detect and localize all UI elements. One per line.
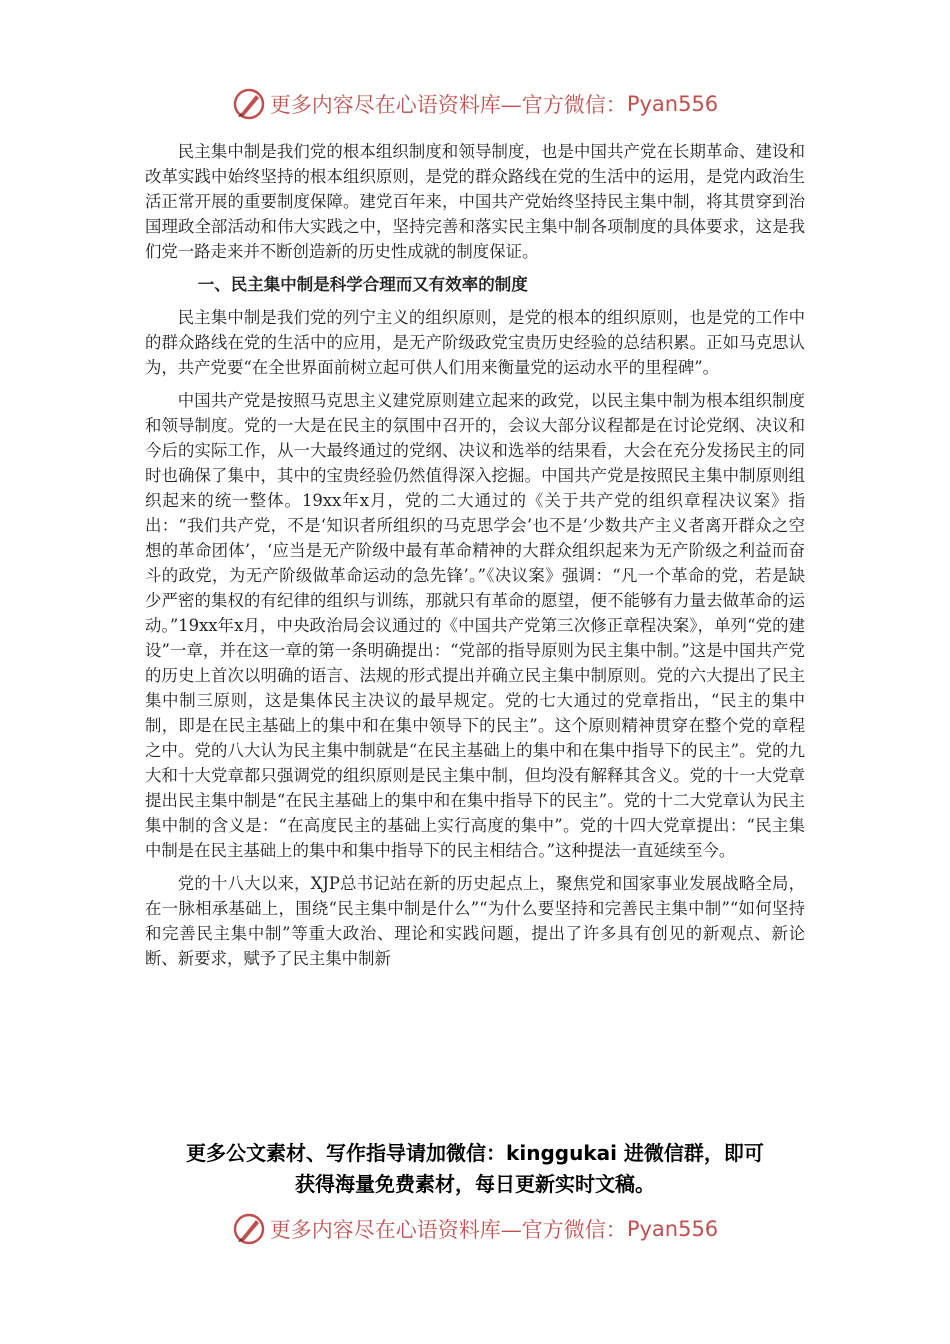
footer-watermark-banner: [0, 1209, 950, 1249]
banner-wechat-id: Pyan556: [626, 92, 719, 116]
banner-text: 更多内容尽在心语资料库—官方微信：: [269, 1218, 627, 1242]
document-body: [145, 139, 805, 979]
banner-text: 更多内容尽在心语资料库—官方微信：: [269, 93, 627, 117]
paragraph-4: 党的十八大以来，XJP总书记站在新的历史起点上，聚焦党和国家事业发展战略全局，在一脉相承基础上，围绕“民主集中制是什么”“为什么要坚持和完善民主集中制”“如何坚持和完善民主集中制”等重大政治、理论和实践问题，提出了许多具有创见的新观点、新论断、新要求，赋予了民主集中制新: [145, 874, 805, 968]
banner-wechat-id: Pyan556: [626, 1217, 719, 1241]
pen-logo-icon: [232, 1212, 266, 1246]
promo-line-2: 获得海量免费素材，每日更新实时文稿。: [295, 1172, 655, 1196]
paragraph-3: 中国共产党是按照马克思主义建党原则建立起来的政党，以民主集中制为根本组织制度和领导制度。党的一大是在民主的氛围中召开的，会议大部分议程都是在讨论党纲、决议和今后的实际工作，从一大最终通过的党纲、决议和选举的结果看，大会在充分发扬民主的同时也确保了集中，其中的宝贵经验仍然值得深入挖掘。中国共产党是按照民主集中制原则组织起来的统一整体。19xx年x月，党的二大通过的《关于共产党的组织章程决议案》指出：“我们共产党，不是‘知识者所组织的马克思学会’也不是‘少数共产主义者离开群众之空想的革命团体’，‘应当是无产阶级中最有革命精神的大群众组织起来为无产阶级之利益而奋斗的政党，为无产阶级做革命运动的急先锋’。”《决议案》强调：“凡一个革命的党，若是缺少严密的集权的有纪律的组织与训练，那就只有革命的愿望，便不能够有力量去做革命的运动。”19xx年x月，中央政治局会议通过的《中国共产党第三次修正章程决案》，单列“党的建设”一章，并在这一章的第一条明确提出：“党部的指导原则为民主集中制。”这是中国共产党的历史上首次以明确的语言、法规的形式提出并确立民主集中制原则。党的六大提出了民主集中制三原则，这是集体民主决议的最早规定。党的七大通过的党章指出，“民主的集中制，即是在民主基础上的集中和在集中领导下的民主”。这个原则精神贯穿在整个党的章程之中。党的八大认为民主集中制就是“在民主基础上的集中和在集中指导下的民主”。党的九大和十大党章都只强调党的组织原则是民主集中制，但均没有解释其含义。党的十一大党章提出民主集中制是“在民主基础上的集中和在集中指导下的民主”。党的十二大党章认为民主集中制的含义是：“在高度民主的基础上实行高度的集中”。党的十四大党章提出：“民主集中制是在民主基础上的集中和集中指导下的民主相结合。”这种提法一直延续至今。: [145, 391, 805, 860]
section-heading-1: 一、民主集中制是科学合理而又有效率的制度: [197, 275, 528, 294]
promo-notice: [110, 1138, 840, 1200]
promo-line-1: 更多公文素材、写作指导请加微信：kinggukai 进微信群，即可: [186, 1141, 764, 1165]
paragraph-2: 民主集中制是我们党的列宁主义的组织原则，是党的根本的组织原则，也是党的工作中的群众路线在党的生活中的应用，是无产阶级政党宝贵历史经验的总结积累。正如马克思认为，共产党要“在全世界面前树立起可供人们用来衡量党的运动水平的里程碑”。: [145, 308, 805, 377]
header-watermark-banner: [0, 84, 950, 124]
paragraph-intro: 民主集中制是我们党的根本组织制度和领导制度，也是中国共产党在长期革命、建设和改革实践中始终坚持的根本组织原则，是党的群众路线在党的生活中的运用，是党内政治生活正常开展的重要制度保障。建党百年来，中国共产党始终坚持民主集中制，将其贯穿到治国理政全部活动和伟大实践之中，坚持完善和落实民主集中制各项制度的具体要求，这是我们党一路走来并不断创造新的历史性成就的制度保证。: [145, 142, 805, 261]
pen-logo-icon: [232, 87, 266, 121]
